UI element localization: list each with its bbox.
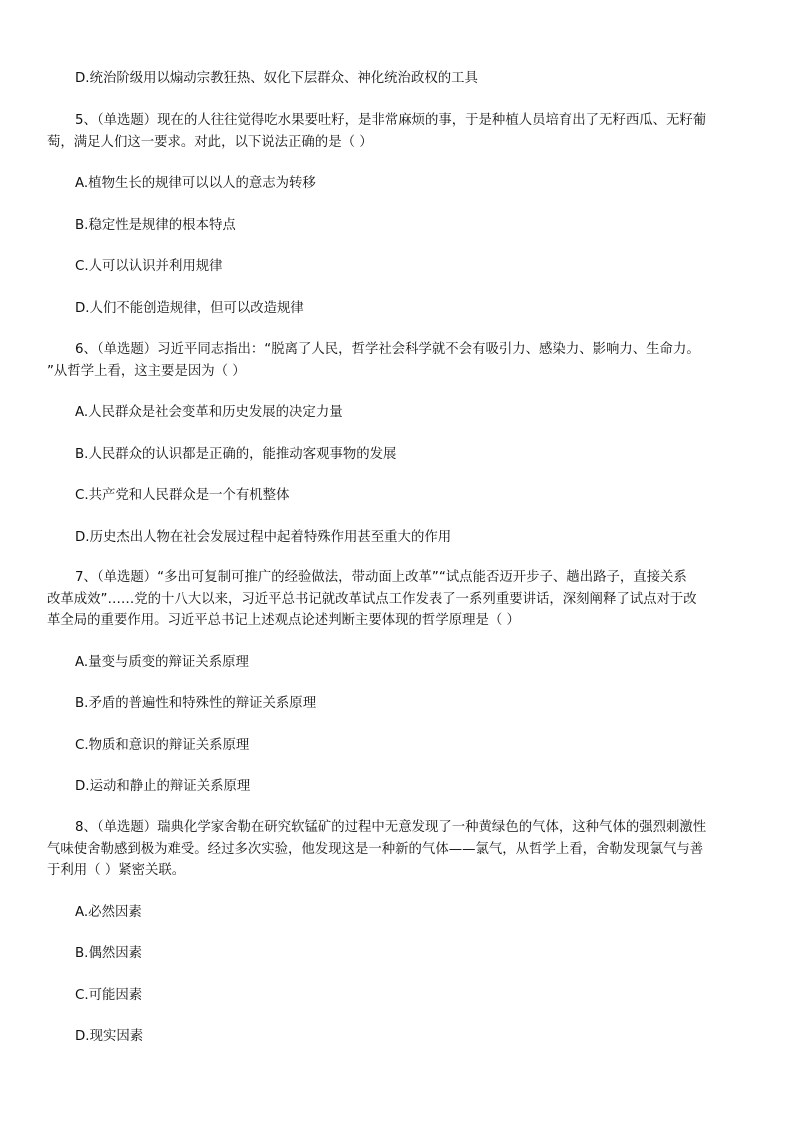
question-stem-line: 6、（单选题）习近平同志指出：“脱离了人民，哲学社会科学就不会有吸引力、感染力、影响力、生命力。 bbox=[75, 342, 700, 357]
question-stem-line: 萄，满足人们这一要求。对此，以下说法正确的是（ ） bbox=[47, 134, 373, 150]
question-stem-line: 7、（单选题）“多出可复制可推广的经验做法，带动面上改革”“试点能否迈开步子、趟出路子，直接关系 bbox=[75, 570, 687, 585]
question-stem-line: 气味使舍勒感到极为难受。经过多次实验，他发现这是一种新的气体——氯气，从哲学上看，舍勒发现氯气与善 bbox=[47, 841, 704, 857]
option-text: B.人民群众的认识都是正确的，能推动客观事物的发展 bbox=[75, 446, 397, 462]
option-text: D.统治阶级用以煽动宗教狂热、奴化下层群众、神化统治政权的工具 bbox=[75, 71, 478, 86]
option-text: A.量变与质变的辩证关系原理 bbox=[75, 654, 249, 670]
option-text: A.必然因素 bbox=[75, 904, 142, 920]
option-text: D.历史杰出人物在社会发展过程中起着特殊作用甚至重大的作用 bbox=[75, 529, 452, 545]
option-text: B.矛盾的普遍性和特殊性的辩证关系原理 bbox=[75, 696, 317, 711]
option-text: C.共产党和人民群众是一个有机整体 bbox=[75, 488, 290, 503]
option-text: A.人民群众是社会变革和历史发展的决定力量 bbox=[75, 405, 343, 420]
option-text: C.人可以认识并利用规律 bbox=[75, 259, 223, 274]
question-stem-line: 5、（单选题）现在的人往往觉得吃水果要吐籽，是非常麻烦的事，于是种植人员培育出了无籽西瓜、无籽葡 bbox=[75, 113, 707, 128]
option-text: B.偶然因素 bbox=[75, 946, 143, 961]
option-text: D.现实因素 bbox=[75, 1029, 144, 1044]
option-text: B.稳定性是规律的根本特点 bbox=[75, 217, 236, 233]
option-text: C.物质和意识的辩证关系原理 bbox=[75, 737, 250, 753]
question-stem-line: 改革成效”……党的十八大以来，习近平总书记就改革试点工作发表了一系列重要讲话，深刻阐释了试点对于改 bbox=[47, 591, 697, 607]
question-stem-line: ”从哲学上看，这主要是因为（ ） bbox=[47, 363, 246, 379]
option-text: D.运动和静止的辩证关系原理 bbox=[75, 779, 251, 794]
option-text: A.植物生长的规律可以以人的意志为转移 bbox=[75, 176, 316, 191]
question-stem-line: 革全局的重要作用。习近平总书记上述观点论述判断主要体现的哲学原理是（ ） bbox=[47, 613, 520, 628]
option-text: D.人们不能创造规律，但可以改造规律 bbox=[75, 300, 304, 316]
question-stem-line: 于利用（ ）紧密关联。 bbox=[47, 863, 186, 878]
option-text: C.可能因素 bbox=[75, 987, 143, 1003]
question-stem-line: 8、（单选题）瑞典化学家舍勒在研究软锰矿的过程中无意发现了一种黄绿色的气体，这种气体的强烈刺激性 bbox=[75, 820, 707, 835]
